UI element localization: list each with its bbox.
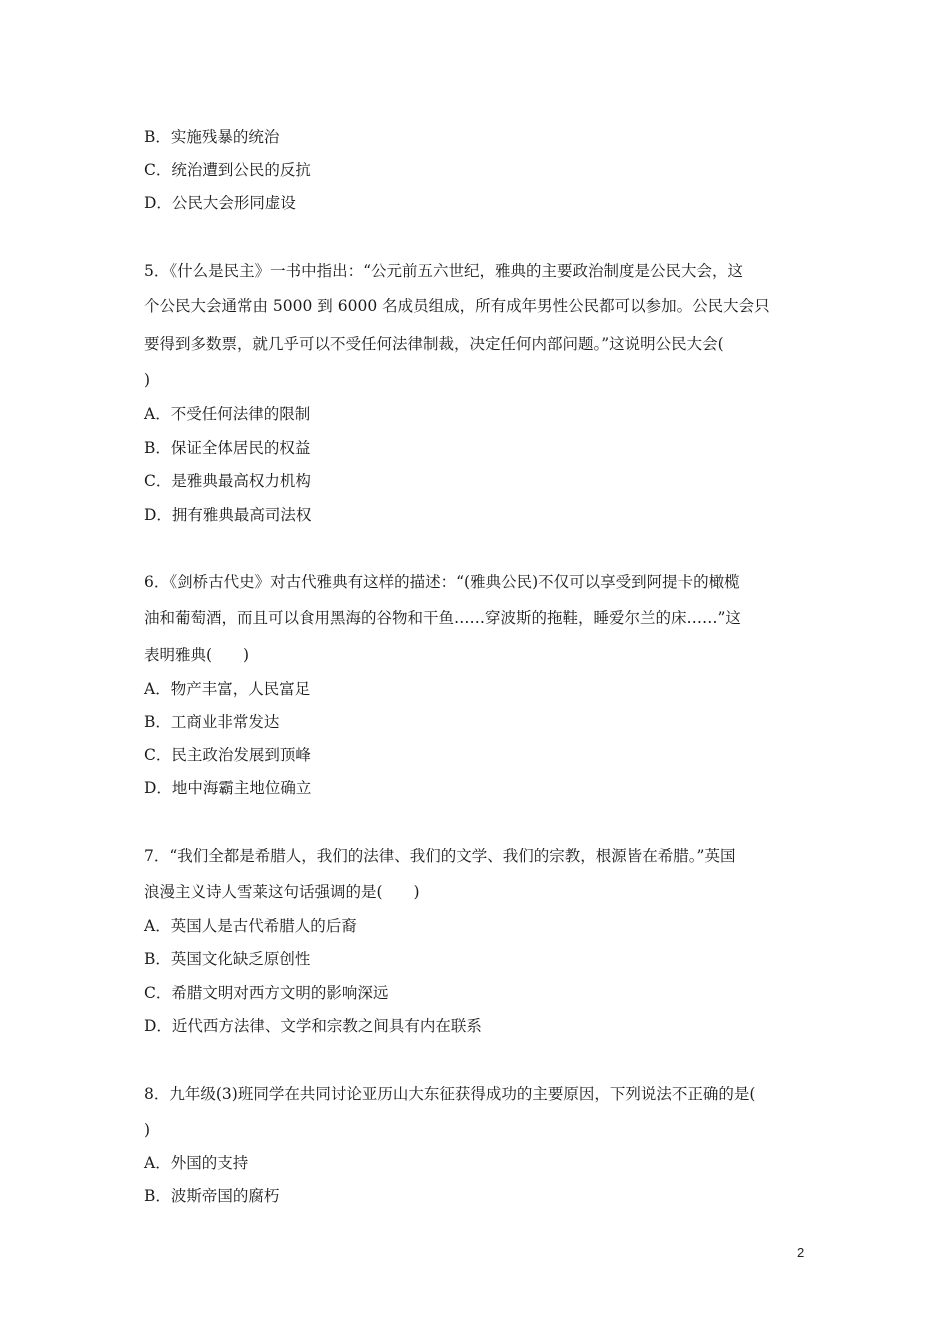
q6-option-c: C．民主政治发展到顶峰	[144, 746, 311, 764]
q7-option-a: A．英国人是古代希腊人的后裔	[144, 917, 357, 935]
q6-stem-line-1: 6．《剑桥古代史》对古代雅典有这样的描述：“(雅典公民)不仅可以享受到阿提卡的橄榄	[144, 573, 740, 591]
q5-option-c: C．是雅典最高权力机构	[144, 472, 311, 490]
q5-option-a: A．不受任何法律的限制	[144, 405, 311, 423]
page-number: 2	[797, 1245, 805, 1260]
prev-option-d: D．公民大会形同虚设	[144, 194, 296, 212]
prev-option-b: B．实施残暴的统治	[144, 128, 280, 146]
q8-stem-line-2: )	[144, 1121, 151, 1139]
q5-option-d: D．拥有雅典最高司法权	[144, 506, 312, 524]
q7-option-d: D．近代西方法律、文学和宗教之间具有内在联系	[144, 1017, 482, 1035]
q6-option-b: B．工商业非常发达	[144, 713, 280, 731]
q7-option-c: C．希腊文明对西方文明的影响深远	[144, 984, 389, 1002]
q6-option-d: D．地中海霸主地位确立	[144, 779, 312, 797]
q7-option-b: B．英国文化缺乏原创性	[144, 950, 311, 968]
q5-stem-line-1: 5．《什么是民主》一书中指出：“公元前五六世纪，雅典的主要政治制度是公民大会，这	[144, 262, 744, 280]
q6-stem-line-2: 油和葡萄酒，而且可以食用黑海的谷物和干鱼……穿波斯的拖鞋，睡爱尔兰的床……”这	[144, 609, 741, 627]
q6-stem-line-3: 表明雅典( )	[144, 646, 250, 664]
q8-option-b: B．波斯帝国的腐朽	[144, 1187, 280, 1205]
q5-option-b: B．保证全体居民的权益	[144, 439, 311, 457]
q5-stem-line-2: 个公民大会通常由 5000 到 6000 名成员组成，所有成年男性公民都可以参加。公民大会只	[144, 297, 770, 315]
q6-option-a: A．物产丰富，人民富足	[144, 680, 311, 698]
q5-stem-line-4: )	[144, 371, 151, 389]
q7-stem-line-1: 7．“我们全都是希腊人，我们的法律、我们的文学、我们的宗教，根源皆在希腊。”英国	[144, 847, 736, 865]
q5-stem-line-3: 要得到多数票，就几乎可以不受任何法律制裁，决定任何内部问题。”这说明公民大会(	[144, 335, 724, 353]
prev-option-c: C．统治遭到公民的反抗	[144, 161, 311, 179]
q8-option-a: A．外国的支持	[144, 1154, 249, 1172]
q8-stem-line-1: 8．九年级(3)班同学在共同讨论亚历山大东征获得成功的主要原因，下列说法不正确的是(	[144, 1085, 756, 1103]
q7-stem-line-2: 浪漫主义诗人雪莱这句话强调的是( )	[144, 883, 420, 901]
